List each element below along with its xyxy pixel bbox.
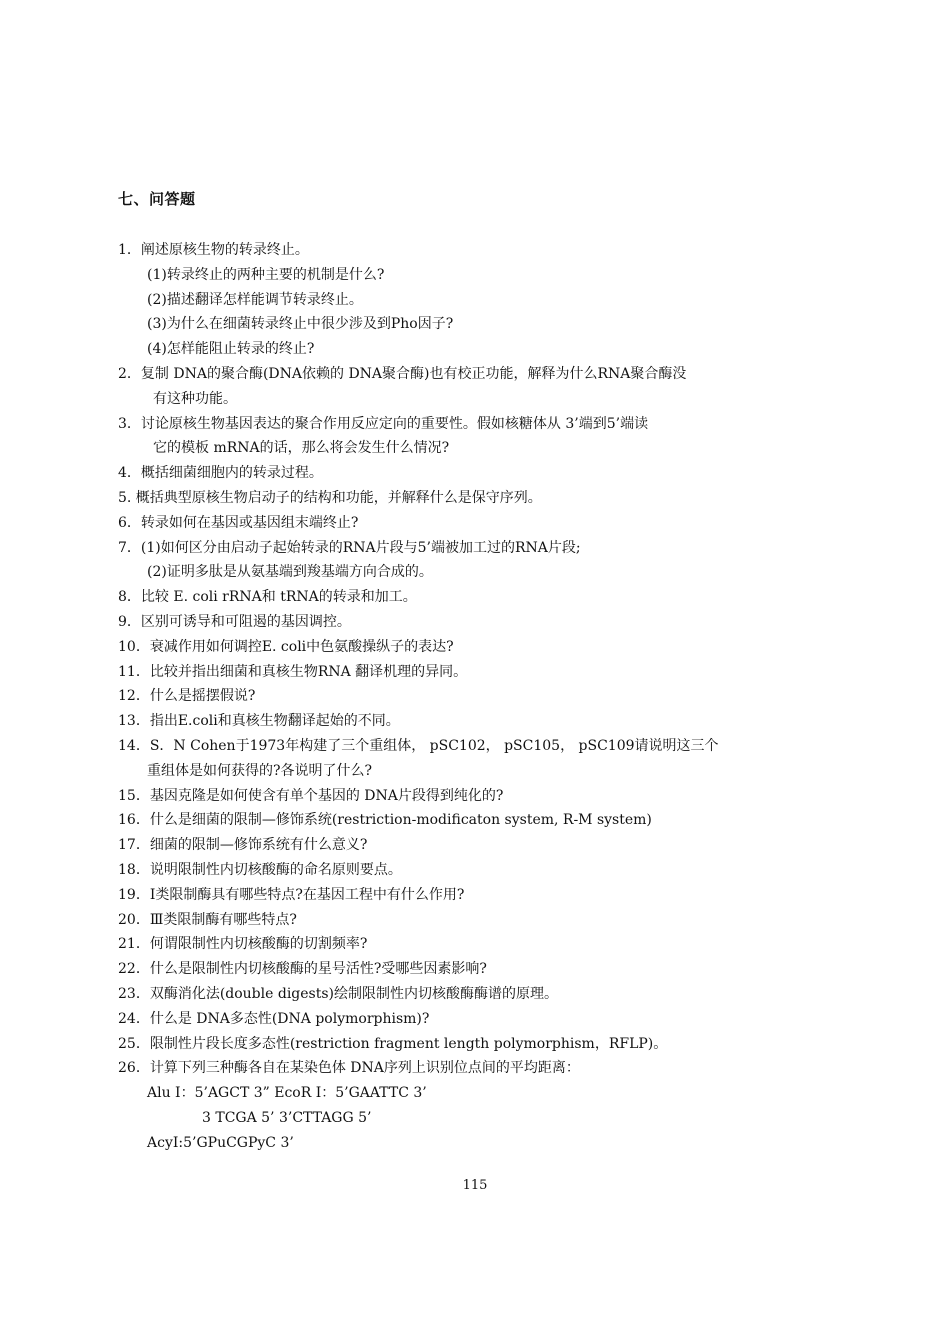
question-11: 11．比较并指出细菌和真核生物RNA 翻译机理的异同。 (118, 663, 468, 680)
question-2-cont: 有这种功能。 (153, 390, 237, 407)
question-3: 3．讨论原核生物基因表达的聚合作用反应定向的重要性。假如核糖体从 3’端到5’端读 (118, 415, 649, 432)
question-25: 25．限制性片段长度多态性(restriction fragment length polymorphism，RFLP)。 (118, 1035, 668, 1052)
question-22: 22．什么是限制性内切核酸酶的星号活性?受哪些因素影响? (118, 961, 487, 978)
question-1-sub-2: (2)描述翻译怎样能调节转录终止。 (147, 291, 363, 308)
question-2: 2．复制 DNA的聚合酶(DNA依赖的 DNA聚合酶)也有校正功能，解释为什么RNA聚合酶没 (118, 365, 687, 382)
question-21: 21．何谓限制性内切核酸酶的切割频率? (118, 936, 368, 953)
question-17: 17．细菌的限制—修饰系统有什么意义? (118, 837, 368, 854)
enzyme-line-2: 3 TCGA 5’ 3’CTTAGG 5’ (202, 1109, 372, 1126)
question-15: 15．基因克隆是如何使含有单个基因的 DNA片段得到纯化的? (118, 787, 504, 804)
question-18: 18．说明限制性内切核酸酶的命名原则要点。 (118, 861, 402, 878)
question-26: 26．计算下列三种酶各自在某染色体 DNA序列上识别位点间的平均距离： (118, 1060, 580, 1077)
question-10: 10．衰减作用如何调控E. coli中色氨酸操纵子的表达? (118, 638, 454, 655)
question-20: 20．Ⅲ类限制酶有哪些特点? (118, 911, 297, 928)
question-5: 5. 概括典型原核生物启动子的结构和功能，并解释什么是保守序列。 (118, 489, 542, 506)
page-number: 115 (462, 1178, 488, 1193)
question-23: 23．双酶消化法(double digests)绘制限制性内切核酸酶酶谱的原理。 (118, 985, 559, 1002)
question-7: 7．(1)如何区分由启动子起始转录的RNA片段与5’端被加工过的RNA片段; (118, 539, 581, 556)
question-7-sub-2: (2)证明多肽是从氨基端到羧基端方向合成的。 (147, 564, 433, 581)
question-8: 8．比较 E. coli rRNA和 tRNA的转录和加工。 (118, 589, 417, 606)
enzyme-line-1: Alu Ⅰ：5’AGCT 3” EcoR Ⅰ：5’GAATTC 3’ (147, 1085, 427, 1102)
question-6: 6．转录如何在基因或基因组末端终止? (118, 514, 359, 531)
question-24: 24．什么是 DNA多态性(DNA polymorphism)? (118, 1010, 430, 1027)
question-1-sub-3: (3)为什么在细菌转录终止中很少涉及到Pho因子? (147, 316, 454, 333)
question-1-sub-1: (1)转录终止的两种主要的机制是什么? (147, 266, 385, 283)
question-9: 9．区别可诱导和可阻遏的基因调控。 (118, 613, 351, 630)
question-3-cont: 它的模板 mRNA的话，那么将会发生什么情况? (153, 440, 450, 457)
question-4: 4．概括细菌细胞内的转录过程。 (118, 465, 323, 482)
question-13: 13．指出E.coli和真核生物翻译起始的不同。 (118, 713, 400, 730)
enzyme-line-3: AcyⅠ:5’GPuCGPyC 3’ (147, 1134, 294, 1151)
section-title: 七、问答题 (118, 190, 196, 208)
question-14-cont: 重组体是如何获得的?各说明了什么? (147, 762, 373, 779)
question-1: 1．阐述原核生物的转录终止。 (118, 242, 309, 258)
question-list (118, 238, 798, 1155)
question-19: 19．Ⅰ类限制酶具有哪些特点?在基因工程中有什么作用? (118, 886, 465, 903)
question-16: 16．什么是细菌的限制—修饰系统(restriction-modificaton system, R-M system) (118, 812, 652, 829)
question-1-sub-4: (4)怎样能阻止转录的终止? (147, 341, 315, 358)
question-12: 12．什么是摇摆假说? (118, 688, 256, 705)
question-14: 14．S．N Cohen于1973年构建了三个重组体， pSC102， pSC105， pSC109请说明这三个 (118, 737, 719, 754)
